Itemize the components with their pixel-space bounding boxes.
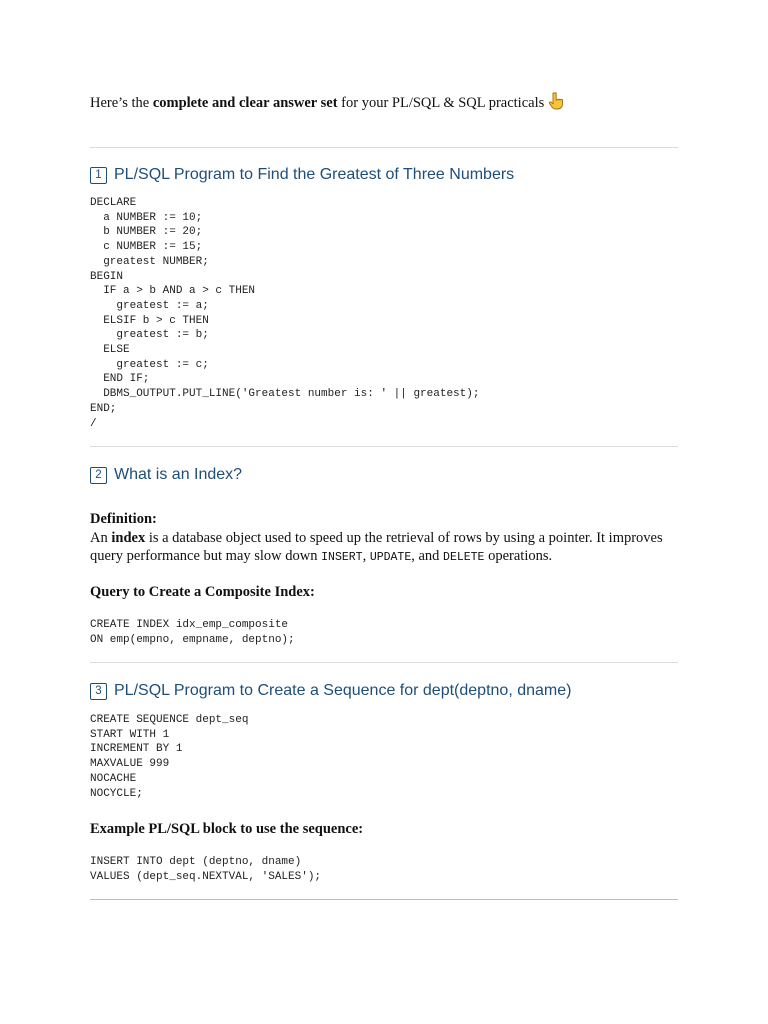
- definition-part2: is a database object used to speed up the retrieval of rows by using a pointer. It improves query performance but may slow down: [90, 530, 663, 564]
- sequence-code-block: CREATE SEQUENCE dept_seq START WITH 1 INCREMENT BY 1 MAXVALUE 999 NOCACHE NOCYCLE;: [90, 714, 249, 800]
- section-2-title: What is an Index?: [114, 466, 243, 483]
- definition-code-insert: INSERT: [321, 551, 363, 564]
- divider: [90, 147, 678, 148]
- section-1-heading: [90, 166, 514, 184]
- keycap-number-1-icon: 1: [90, 167, 107, 184]
- query-label: Query to Create a Composite Index:: [90, 584, 315, 600]
- definition-end: operations.: [484, 548, 553, 564]
- pointing-down-hand-icon: [548, 92, 564, 116]
- section-3-heading: [90, 682, 571, 700]
- intro-suffix: for your PL/SQL & SQL practicals: [337, 95, 545, 111]
- keycap-number-2-icon: 2: [90, 467, 107, 484]
- composite-index-code-block: CREATE INDEX idx_emp_composite ON emp(empno, empname, deptno);: [90, 619, 295, 646]
- intro-prefix: Here’s the: [90, 95, 153, 111]
- definition-sep1: ,: [362, 548, 370, 564]
- greatest-number-code-block: DECLARE a NUMBER := 10; b NUMBER := 20; c NUMBER := 15; greatest NUMBER; BEGIN IF a > b AND a > c THEN greatest := a; ELSIF b > c THEN greatest := b; ELSE greatest := c; END IF; DBMS_OUTPUT.PUT_LINE('Greatest number is: ' || greatest); END; /: [90, 197, 480, 430]
- section-2-heading: [90, 466, 242, 484]
- section-1-title: PL/SQL Program to Find the Greatest of Three Numbers: [114, 166, 515, 183]
- intro-line: [90, 92, 564, 116]
- example-label: Example PL/SQL block to use the sequence:: [90, 821, 364, 837]
- definition-code-delete: DELETE: [443, 551, 485, 564]
- section-3-title: PL/SQL Program to Create a Sequence for dept(deptno, dname): [114, 682, 572, 699]
- definition-bold-term: index: [111, 530, 146, 546]
- intro-bold: complete and clear answer set: [152, 95, 338, 111]
- definition-paragraph: [90, 529, 678, 567]
- definition-part1: An: [90, 530, 112, 546]
- divider: [90, 899, 678, 900]
- definition-code-update: UPDATE: [369, 551, 412, 564]
- definition-label: Definition:: [90, 511, 157, 527]
- sequence-example-code-block: INSERT INTO dept (deptno, dname) VALUES (dept_seq.NEXTVAL, 'SALES');: [90, 856, 322, 883]
- divider: [90, 662, 678, 663]
- definition-sep2: , and: [411, 548, 444, 564]
- keycap-number-3-icon: 3: [90, 683, 107, 700]
- divider: [90, 446, 678, 447]
